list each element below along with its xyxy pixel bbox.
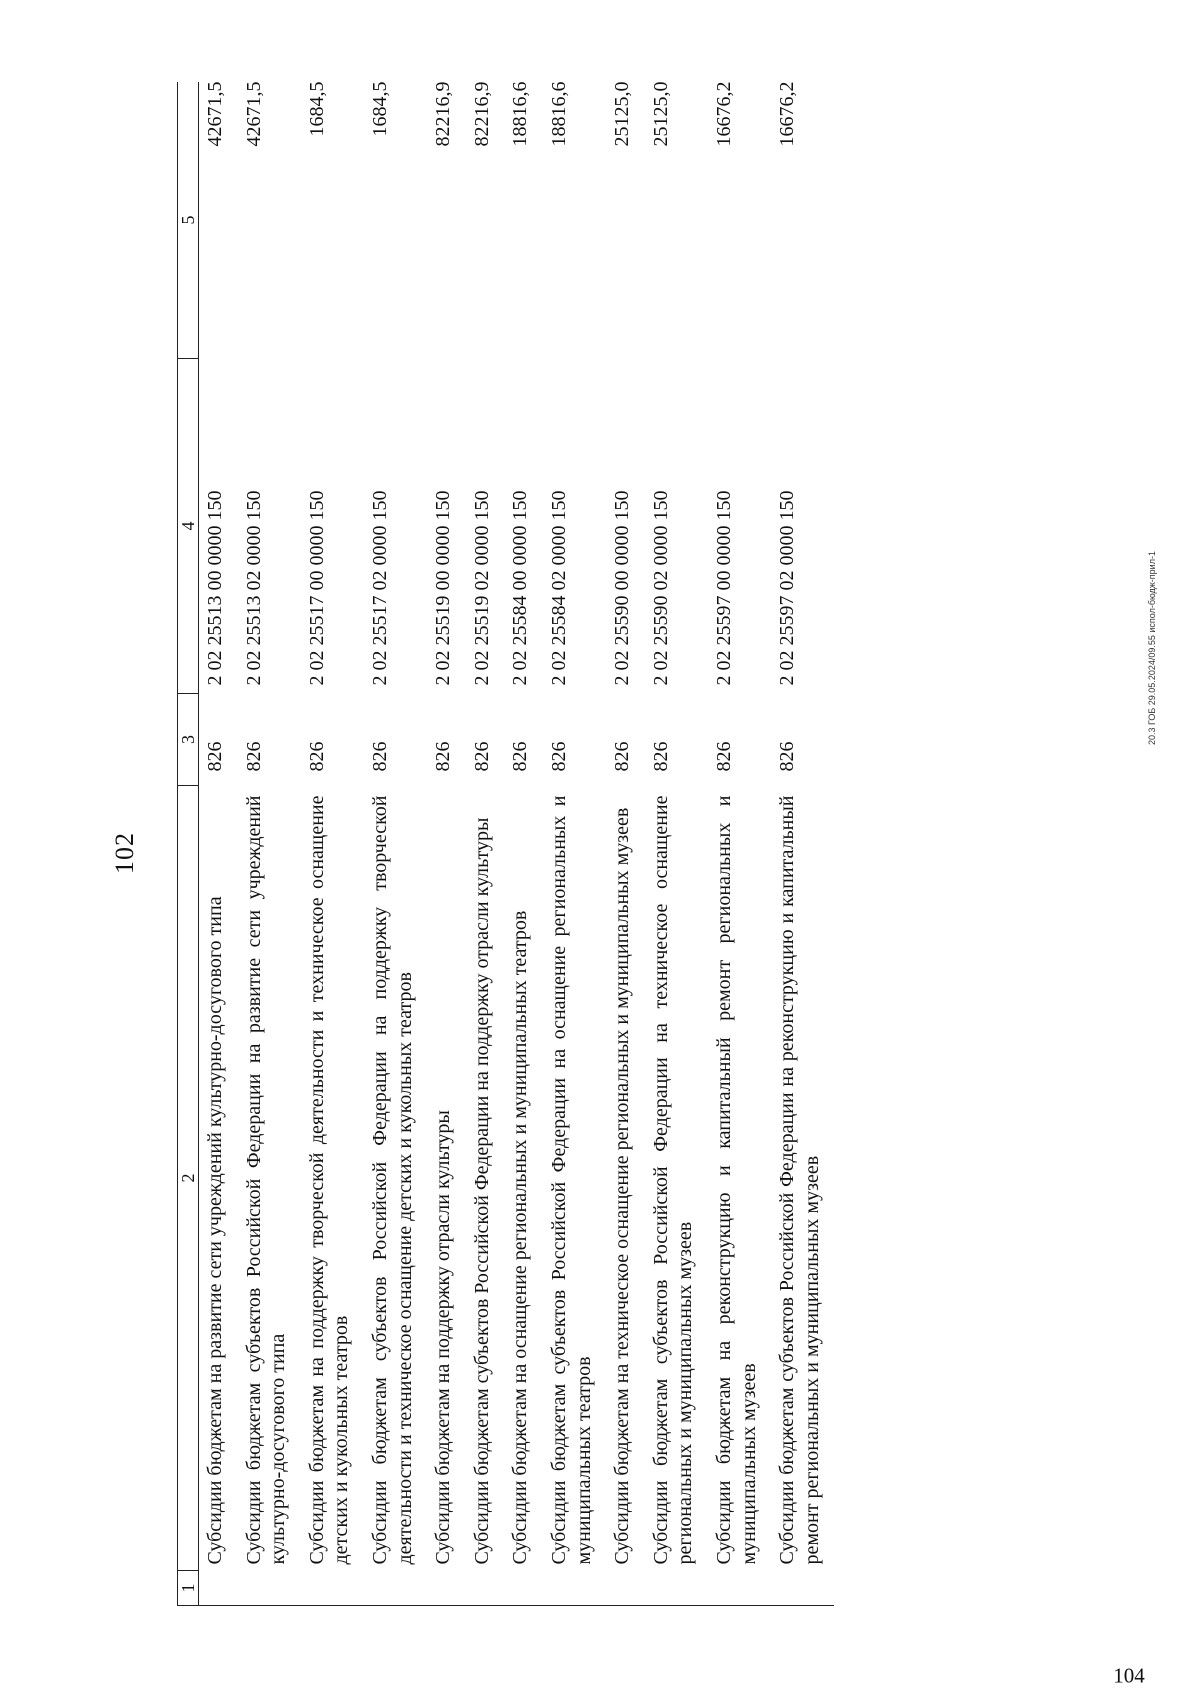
table-row (771, 82, 834, 1606)
administrator-code-cell: 826 (611, 741, 634, 772)
amount-cell: 42671,5 (242, 82, 265, 147)
column-header: 2 (178, 786, 199, 1571)
income-name-cell: Субсидии бюджетам субъектов Российской Федерации на оснащение региональных и муниципальных театров (547, 795, 595, 1565)
amount-cell: 25125,0 (649, 82, 672, 147)
budget-table-rotated (177, 82, 1024, 1606)
budget-classification-code-cell: 2 02 25590 02 0000 150 (649, 490, 672, 686)
income-name-cell: Субсидии бюджетам на поддержку отрасли культуры (432, 1110, 455, 1565)
budget-classification-code-cell: 2 02 25517 00 0000 150 (305, 490, 328, 686)
income-name-cell: Субсидии бюджетам на развитие сети учреждений культурно-досугового типа (204, 896, 226, 1565)
table-header-row (178, 82, 199, 1606)
administrator-code-cell: 826 (432, 741, 455, 772)
administrator-code-cell: 826 (649, 741, 672, 772)
budget-table-container (177, 82, 1024, 1606)
administrator-code-cell: 826 (509, 741, 532, 772)
amount-cell: 42671,5 (204, 82, 226, 147)
table-row (301, 82, 364, 1606)
budget-classification-code-cell: 2 02 25584 00 0000 150 (509, 490, 532, 686)
row-number-cell (427, 1571, 466, 1606)
budget-classification-code-cell: 2 02 25597 02 0000 150 (776, 490, 799, 686)
row-number-cell (301, 1571, 364, 1606)
column-header: 5 (178, 82, 199, 359)
administrator-code-cell: 826 (242, 741, 265, 772)
row-number-cell (606, 1571, 645, 1606)
amount-cell: 82216,9 (470, 82, 493, 147)
table-row (364, 82, 427, 1606)
table-row (504, 82, 543, 1606)
income-name-cell: Субсидии бюджетам субъектов Российской Федерации на техническое оснащение региональных и муниципальных музеев (649, 795, 697, 1565)
administrator-code-cell: 826 (470, 741, 493, 772)
budget-classification-code-cell: 2 02 25590 00 0000 150 (611, 490, 634, 686)
amount-cell: 1684,5 (305, 82, 328, 137)
budget-classification-code-cell: 2 02 25519 02 0000 150 (470, 490, 493, 686)
amount-cell: 1684,5 (368, 82, 391, 137)
row-number-cell (466, 1571, 505, 1606)
income-name-cell: Субсидии бюджетам на оснащение региональных и муниципальных театров (509, 910, 532, 1565)
budget-classification-code-cell: 2 02 25597 00 0000 150 (712, 490, 735, 686)
administrator-code-cell: 826 (547, 741, 570, 772)
budget-classification-code-cell: 2 02 25584 02 0000 150 (547, 490, 570, 686)
table-row (543, 82, 606, 1606)
amount-cell: 16676,2 (712, 82, 735, 147)
amount-cell: 82216,9 (432, 82, 455, 147)
row-number-cell (504, 1571, 543, 1606)
table-body (199, 82, 835, 1606)
table-row (708, 82, 771, 1606)
budget-classification-code-cell: 2 02 25517 02 0000 150 (368, 490, 391, 686)
amount-cell: 18816,6 (509, 82, 532, 147)
income-name-cell: Субсидии бюджетам субъектов Российской Федерации на поддержку отрасли культуры (470, 817, 493, 1565)
income-name-cell: Субсидии бюджетам субъектов Российской Федерации на развитие сети учреждений культурно-досугового типа (242, 795, 290, 1565)
table-row (427, 82, 466, 1606)
income-name-cell: Субсидии бюджетам субъектов Российской Федерации на реконструкцию и капитальный ремонт региональных и муниципальных музеев (776, 795, 823, 1565)
income-name-cell: Субсидии бюджетам на поддержку творческой деятельности и техническое оснащение детских и кукольных театров (305, 795, 353, 1565)
amount-cell: 25125,0 (611, 82, 634, 147)
column-header: 1 (178, 1571, 199, 1606)
row-number-cell (543, 1571, 606, 1606)
administrator-code-cell: 826 (712, 741, 735, 772)
table-row (238, 82, 301, 1606)
administrator-code-cell: 826 (305, 741, 328, 772)
row-number-cell (238, 1571, 301, 1606)
administrator-code-cell: 826 (368, 741, 391, 772)
budget-classification-code-cell: 2 02 25513 02 0000 150 (242, 490, 265, 686)
administrator-code-cell: 826 (204, 741, 226, 772)
income-name-cell: Субсидии бюджетам субъектов Российской Федерации на поддержку творческой деятельности и техническое оснащение детских и кукольных театров (368, 795, 416, 1565)
table-row (606, 82, 645, 1606)
row-number-cell (199, 1571, 238, 1606)
column-header: 4 (178, 359, 199, 694)
income-name-cell: Субсидии бюджетам на реконструкцию и капитальный ремонт региональных и муниципальных музеев (712, 795, 760, 1565)
amount-cell: 16676,2 (776, 82, 799, 147)
amount-cell: 18816,6 (547, 82, 570, 147)
row-number-cell (708, 1571, 771, 1606)
row-number-cell (771, 1571, 834, 1606)
income-name-cell: Субсидии бюджетам на техническое оснащение региональных и муниципальных музеев (611, 807, 634, 1565)
administrator-code-cell: 826 (776, 741, 799, 772)
page-number: 102 (110, 832, 139, 874)
table-row (466, 82, 505, 1606)
row-number-cell (645, 1571, 708, 1606)
sheet-number: 104 (1113, 1663, 1145, 1688)
table-row (199, 82, 238, 1606)
budget-classification-code-cell: 2 02 25519 00 0000 150 (432, 490, 455, 686)
column-header: 3 (178, 694, 199, 786)
table-row (645, 82, 708, 1606)
budget-classification-code-cell: 2 02 25513 00 0000 150 (204, 490, 226, 686)
footer-stamp: 20.3 ГОБ 29.05.2024/09.55 испол-бюдж-прил-1 (1147, 551, 1157, 745)
row-number-cell (364, 1571, 427, 1606)
budget-table (177, 82, 834, 1606)
